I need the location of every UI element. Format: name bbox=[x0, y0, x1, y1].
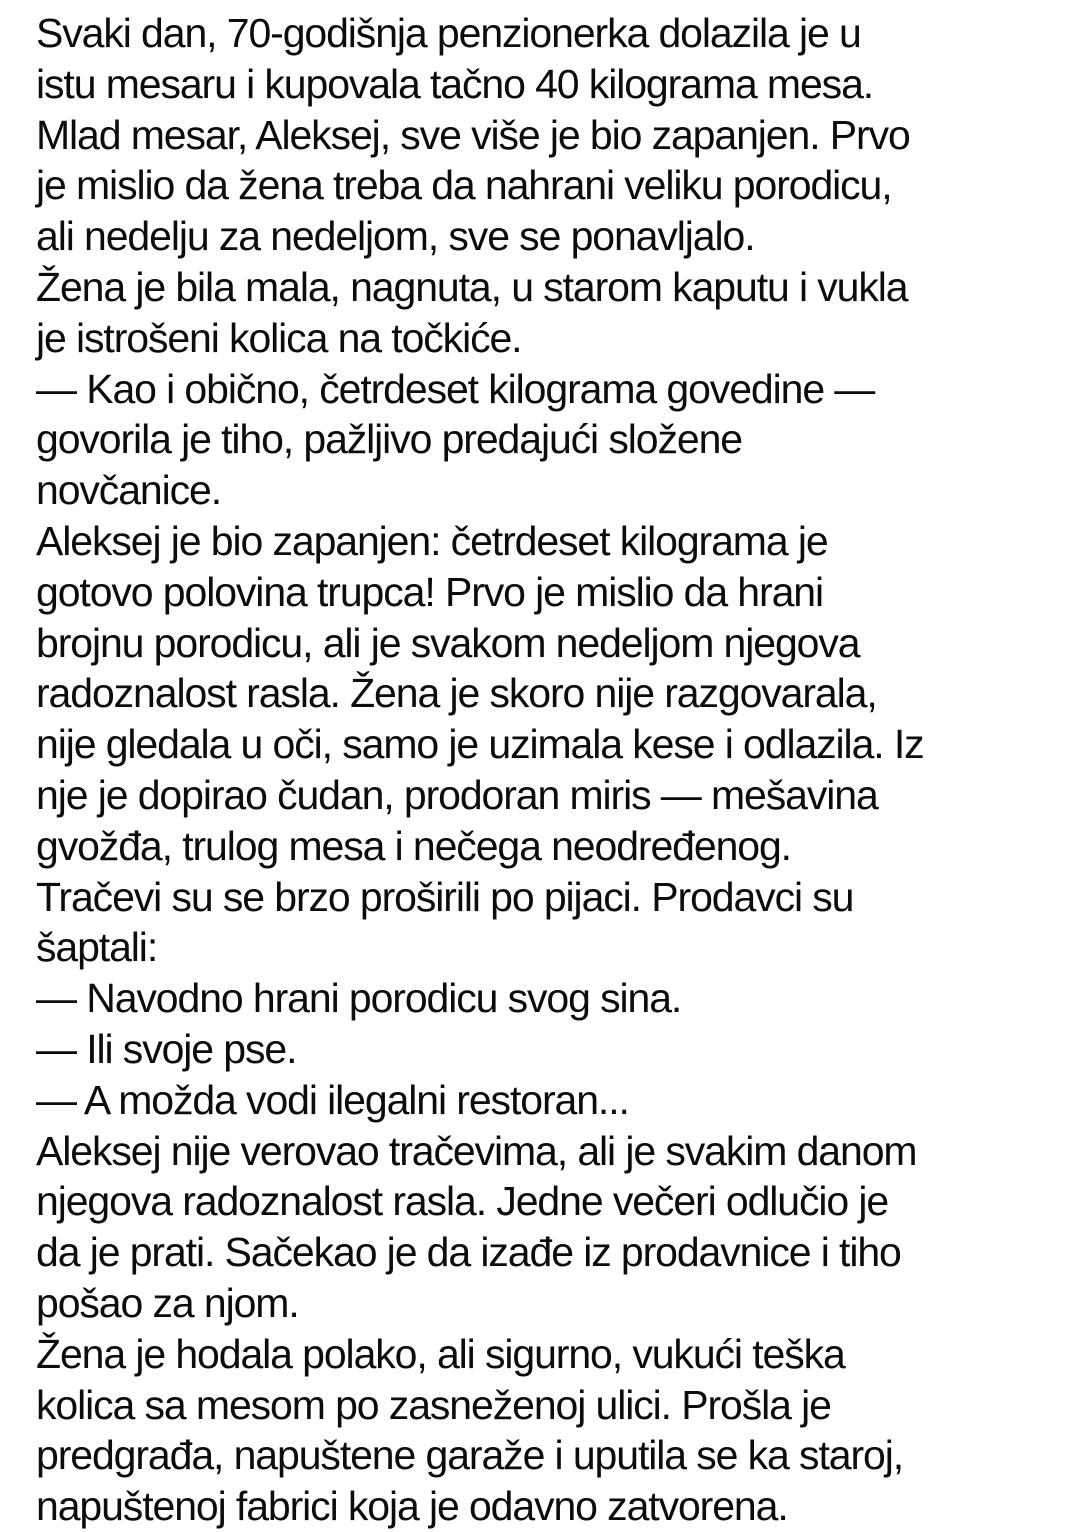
text-line: šaptali: bbox=[36, 924, 158, 971]
text-line: nje je dopirao čudan, prodoran miris — mešavina bbox=[36, 771, 878, 818]
text-line: kolica sa mesom po zasneženoj ulici. Prošla je bbox=[36, 1381, 831, 1428]
text-line: brojnu porodicu, ali je svakom nedeljom njegova bbox=[36, 619, 860, 666]
text-line: gvožđa, trulog mesa i nečega neodređenog. bbox=[36, 822, 791, 869]
story-text-block bbox=[36, 8, 1048, 1532]
text-line: radoznalost rasla. Žena je skoro nije razgovarala, bbox=[36, 670, 877, 717]
text-line: Žena je bila mala, nagnuta, u starom kaputu i vukla bbox=[36, 263, 908, 310]
text-line: Mlad mesar, Aleksej, sve više je bio zapanjen. Prvo bbox=[36, 111, 910, 158]
text-line: novčanice. bbox=[36, 467, 222, 514]
text-line: Tračevi su se brzo proširili po pijaci. Prodavci su bbox=[36, 873, 854, 920]
text-line: pošao za njom. bbox=[36, 1279, 299, 1326]
text-line: da je prati. Sačekao je da izađe iz prodavnice i tiho bbox=[36, 1229, 901, 1276]
text-line: Aleksej je bio zapanjen: četrdeset kilograma je bbox=[36, 517, 828, 564]
text-line: njegova radoznalost rasla. Jedne večeri odlučio je bbox=[36, 1178, 889, 1225]
text-line: — A možda vodi ilegalni restoran... bbox=[36, 1076, 629, 1123]
story-page bbox=[36, 8, 1048, 1532]
text-line: — Navodno hrani porodicu svog sina. bbox=[36, 975, 682, 1022]
text-line: nije gledala u oči, samo je uzimala kese i odlazila. Iz bbox=[36, 721, 924, 768]
text-line: gotovo polovina trupca! Prvo je mislio da hrani bbox=[36, 568, 823, 615]
text-line: — Kao i obično, četrdeset kilograma govedine — bbox=[36, 365, 875, 412]
text-line: Aleksej nije verovao tračevima, ali je svakim danom bbox=[36, 1127, 917, 1174]
text-line: govorila je tiho, pažljivo predajući složene bbox=[36, 416, 742, 463]
text-line: ali nedelju za nedeljom, sve se ponavljalo. bbox=[36, 213, 755, 260]
text-line: predgrađa, napuštene garaže i uputila se ka staroj, bbox=[36, 1432, 904, 1479]
text-line: Svaki dan, 70-godišnja penzionerka dolazila je u bbox=[36, 10, 861, 56]
text-line: napuštenoj fabrici koja je odavno zatvorena. bbox=[36, 1483, 788, 1530]
text-line: — Ili svoje pse. bbox=[36, 1025, 297, 1072]
text-line: istu mesaru i kupovala tačno 40 kilograma mesa. bbox=[36, 60, 874, 107]
text-line: Žena je hodala polako, ali sigurno, vukući teška bbox=[36, 1330, 845, 1377]
text-line: je mislio da žena treba da nahrani veliku porodicu, bbox=[36, 162, 892, 209]
text-line: je istrošeni kolica na točkiće. bbox=[36, 314, 522, 361]
